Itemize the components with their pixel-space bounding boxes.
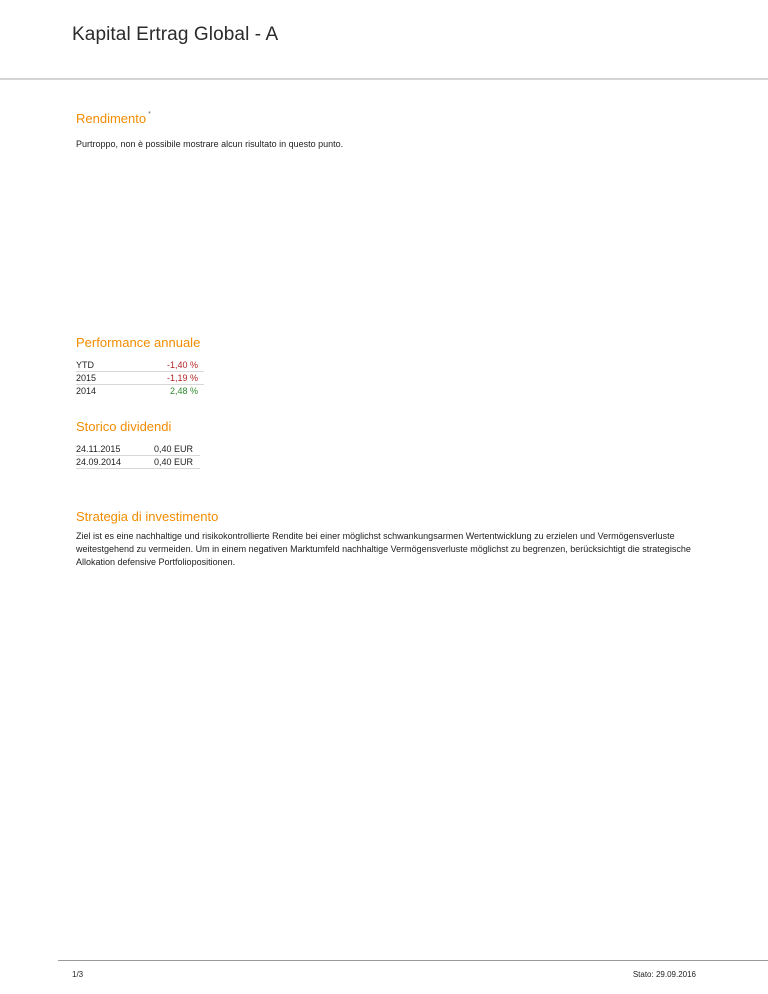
dividend-amount: 0,40 EUR [154, 443, 200, 456]
performance-table [76, 359, 204, 397]
dividend-date: 24.09.2014 [76, 456, 154, 469]
performance-heading: Performance annuale [76, 335, 201, 350]
performance-value: 2,48 % [169, 386, 198, 396]
performance-period: YTD [76, 359, 132, 372]
table-row [76, 359, 204, 372]
dividends-heading: Storico dividendi [76, 419, 172, 434]
performance-period: 2014 [76, 386, 97, 396]
rendimento-heading-text: Rendimento [76, 111, 147, 126]
performance-value: -1,40 % [132, 359, 204, 372]
page-number: 1/3 [72, 970, 84, 979]
dividend-amount: 0,40 EUR [154, 456, 200, 469]
document-title: Kapital Ertrag Global - A [72, 24, 279, 45]
table-row [76, 456, 200, 469]
table-row [76, 443, 200, 456]
dividends-table [76, 443, 200, 469]
table-row [76, 372, 204, 385]
header-divider [0, 78, 768, 80]
footer-divider [58, 960, 768, 961]
rendimento-message: Purtroppo, non è possibile mostrare alcun risultato in questo punto. [76, 139, 344, 149]
performance-value: -1,19 % [132, 372, 204, 385]
status-date: Stato: 29.09.2016 [632, 970, 696, 979]
dividend-date: 24.11.2015 [76, 443, 154, 456]
footnote-mark: * [148, 110, 151, 118]
strategy-text: Ziel ist es eine nachhaltige und risikokontrollierte Rendite bei einer möglichst schwankungsarmen Wertentwicklung zu erzielen und Vermögensverluste weitestgehend zu vermeiden. Um in einem negativen Marktumfeld nachhaltige Vermögensverluste möglichst zu begrenzen, berücksichtigt die strategische Allokation defensive Portfoliopositionen. [76, 531, 691, 567]
table-row [76, 385, 204, 398]
strategy-heading: Strategia di investimento [76, 509, 219, 524]
rendimento-heading [76, 111, 151, 126]
performance-period: 2015 [76, 372, 132, 385]
